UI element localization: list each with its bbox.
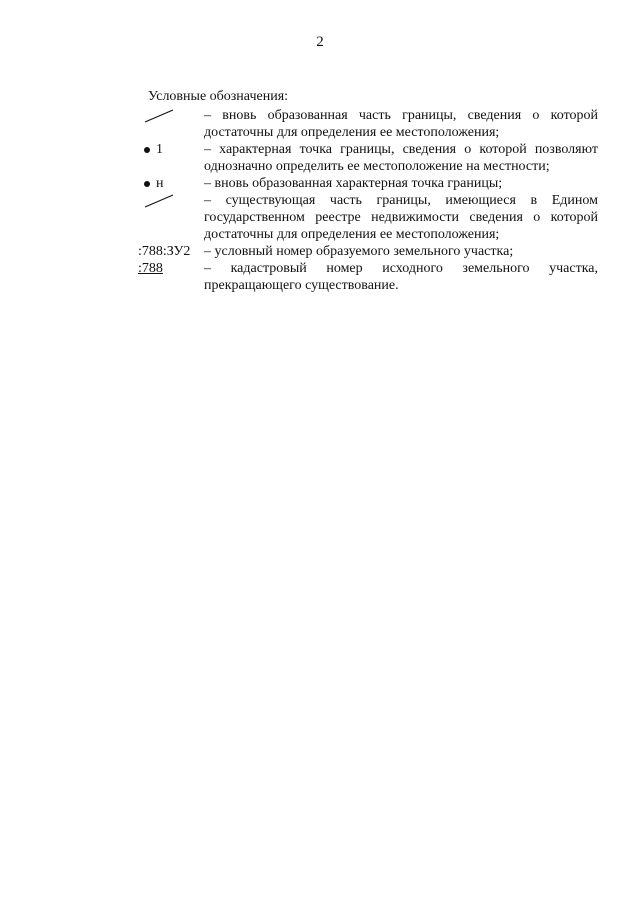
legend-item-conditional-number [138,243,598,260]
legend-symbol [138,260,204,277]
legend-item-new-point [138,175,598,192]
legend-description [204,175,598,192]
legend-description-line: достаточны для определения ее местоположения; [204,227,500,242]
legend-description [204,243,598,260]
boundary-line-icon [144,194,174,208]
legend-symbol [138,141,204,158]
legend-description-line: – условный номер образуемого земельного участка; [204,244,514,259]
dot-icon [144,181,150,187]
legend-description-line: – вновь образованная характерная точка границы; [204,176,503,191]
legend-description [204,141,598,175]
legend-description [204,260,598,294]
legend-description-line: прекращающего существование. [204,278,399,293]
legend-description-line: – существующая часть границы, имеющиеся в Едином [204,193,598,208]
legend-description [204,192,598,243]
boundary-line-icon [144,109,174,123]
legend-item-existing-boundary [138,192,598,243]
page-number: 2 [316,34,324,50]
legend-description-line: государственном реестре недвижимости сведения о которой [204,210,598,225]
cadastral-number-label: :788 [138,261,163,276]
legend-title: Условные обозначения: [148,89,289,104]
point-marker [144,141,163,158]
legend-symbol [138,192,204,209]
conditional-number-label: :788:ЗУ2 [138,244,191,259]
point-label: н [156,176,164,191]
legend-item-cadastral-number [138,260,598,294]
legend-item-characteristic-point [138,141,598,175]
legend-symbol [138,107,204,124]
legend-item-new-boundary [138,107,598,141]
legend-description-line: – кадастровый номер исходного земельного участка, [204,261,598,276]
legend-description [204,107,598,141]
legend-description-line: – вновь образованная часть границы, сведения о которой [204,108,598,123]
legend-description-line: однозначно определить ее местоположение на местности; [204,159,550,174]
point-marker [144,175,164,192]
dot-icon [144,147,150,153]
legend [138,88,598,294]
point-label: 1 [156,142,163,157]
legend-symbol [138,175,204,192]
legend-symbol [138,243,204,260]
legend-description-line: достаточны для определения ее местоположения; [204,125,500,140]
legend-description-line: – характерная точка границы, сведения о которой позволяют [204,142,598,157]
